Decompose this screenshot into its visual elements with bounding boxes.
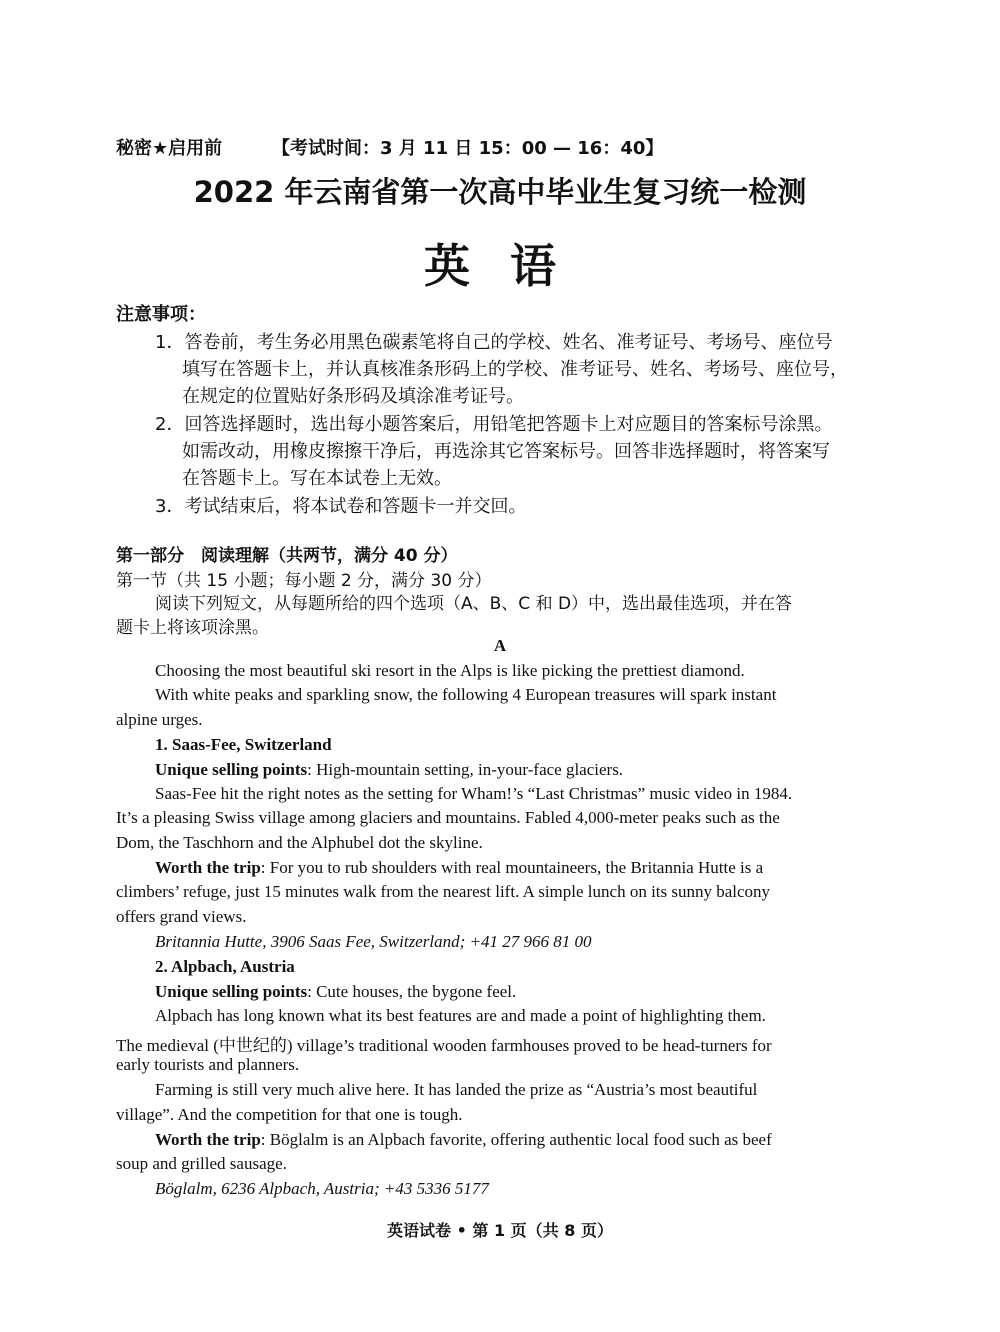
exam-title: 2022 年云南省第一次高中毕业生复习统一检测 <box>193 175 807 209</box>
usp-line <box>155 760 623 780</box>
notice-line: 填写在答题卡上，并认真核准条形码上的学校、准考证号、姓名、考场号、座位号， <box>182 359 848 380</box>
resort-heading: 2. Alpbach, Austria <box>155 957 295 976</box>
usp-label: Unique selling points <box>155 760 308 779</box>
notice-line: 1．答卷前，考生务必用黑色碳素笔将自己的学校、姓名、准考证号、考场号、座位号 <box>155 332 833 353</box>
notice-line: 在答题卡上。写在本试卷上无效。 <box>182 468 452 489</box>
notice-line: 在规定的位置贴好条形码及填涂准考证号。 <box>182 386 524 407</box>
notice-line: 2．回答选择题时，选出每小题答案后，用铅笔把答题卡上对应题目的答案标号涂黑。 <box>155 414 833 435</box>
passage-line: Dom, the Taschhorn and the Alphubel dot the skyline. <box>116 833 483 852</box>
passage-line: Choosing the most beautiful ski resort in the Alps is like picking the prettiest diamond. <box>155 661 745 680</box>
page-footer: 英语试卷 • 第 1 页（共 8 页） <box>387 1221 613 1240</box>
passage-line: early tourists and planners. <box>116 1055 300 1074</box>
subject-title: 英语 <box>424 239 596 293</box>
worth-line <box>155 1130 772 1150</box>
passage-line: alpine urges. <box>116 710 203 729</box>
part-title: 第一部分 阅读理解（共两节，满分 40 分） <box>116 546 458 566</box>
passage-letter: A <box>493 636 507 655</box>
passage-line: offers grand views. <box>116 907 247 926</box>
passage-line: village”. And the competition for that one is tough. <box>116 1105 463 1124</box>
passage-line: With white peaks and sparkling snow, the following 4 European treasures will spark instant <box>155 685 777 704</box>
passage-line: Alpbach has long known what its best features are and made a point of highlighting them. <box>155 1006 766 1025</box>
usp-text: : Cute houses, the bygone feel. <box>307 982 517 1001</box>
resort-heading: 1. Saas-Fee, Switzerland <box>155 735 332 754</box>
usp-text: : High-mountain setting, in-your-face glaciers. <box>307 760 624 779</box>
instruction-line: 阅读下列短文，从每题所给的四个选项（A、B、C 和 D）中，选出最佳选项，并在答 <box>155 594 793 614</box>
worth-label: Worth the trip <box>155 1130 261 1149</box>
worth-label: Worth the trip <box>155 858 261 877</box>
notice-line: 如需改动，用橡皮擦擦干净后，再选涂其它答案标号。回答非选择题时，将答案写 <box>182 441 830 462</box>
worth-line <box>155 858 763 878</box>
notice-heading: 注意事项： <box>116 304 206 325</box>
passage-line: It’s a pleasing Swiss village among glaciers and mountains. Fabled 4,000-meter peaks such as the <box>116 808 780 827</box>
instruction-line: 题卡上将该项涂黑。 <box>116 618 269 638</box>
worth-text: : For you to rub shoulders with real mountaineers, the Britannia Hutte is a <box>260 858 764 877</box>
secret-label: 秘密★启用前 <box>116 138 223 159</box>
worth-text: : Böglalm is an Alpbach favorite, offering authentic local food such as beef <box>260 1130 772 1149</box>
exam-time: 【考试时间：3 月 11 日 15：00 — 16：40】 <box>272 138 664 159</box>
passage-line: Farming is still very much alive here. It has landed the prize as “Austria’s most beautiful <box>155 1080 758 1099</box>
usp-label: Unique selling points <box>155 982 308 1001</box>
section-title: 第一节（共 15 小题；每小题 2 分，满分 30 分） <box>116 571 492 591</box>
resort-address: Böglalm, 6236 Alpbach, Austria; +43 5336 5177 <box>155 1179 489 1198</box>
passage-line: Saas-Fee hit the right notes as the setting for Wham!’s “Last Christmas” music video in 1984. <box>155 784 793 803</box>
passage-line: soup and grilled sausage. <box>116 1154 287 1173</box>
passage-line: The medieval (中世纪的) village’s traditional wooden farmhouses proved to be head-turners for <box>116 1036 772 1055</box>
notice-line: 3．考试结束后，将本试卷和答题卡一并交回。 <box>155 496 527 517</box>
usp-line <box>155 982 516 1002</box>
resort-address: Britannia Hutte, 3906 Saas Fee, Switzerland; +41 27 966 81 00 <box>155 932 592 951</box>
passage-line: climbers’ refuge, just 15 minutes walk from the nearest lift. A simple lunch on its sunny balcony <box>116 882 771 901</box>
